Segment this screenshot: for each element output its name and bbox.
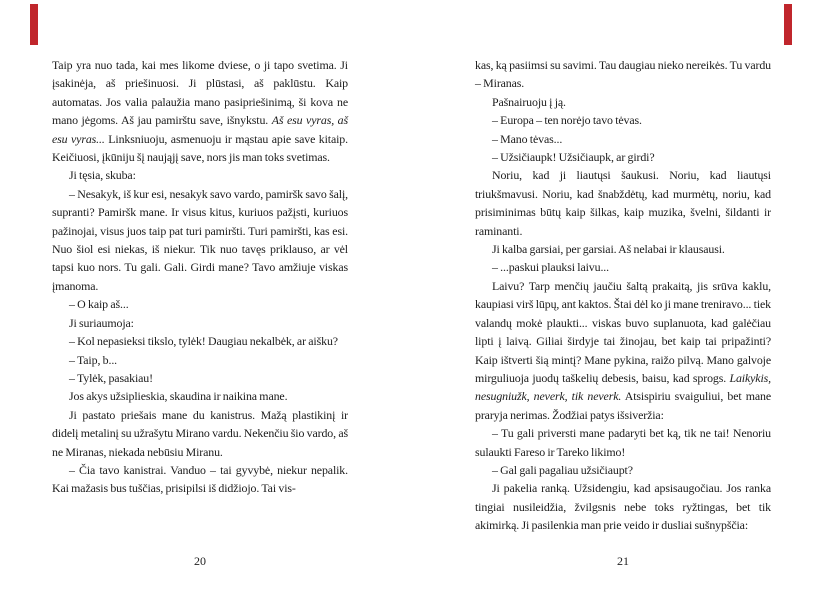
paragraph bbox=[475, 166, 771, 240]
text-segment: – Kol nepasieksi tikslo, tylėk! Daugiau nekalbėk, ar aišku? bbox=[69, 334, 338, 349]
text-segment: Ji pastato priešais mane du kanistrus. Mažą plastikinį ir didelį metalinį su užrašytu Mirano vardu. Nekenčiu šio vardo, aš ne Miranas, niekada nebūsiu Miranu. bbox=[52, 407, 348, 459]
paragraph bbox=[52, 332, 348, 350]
text-segment: Taip yra nuo tada, kai mes likome dviese, o ji tapo svetima. Ji įsakinėja, aš priešinuosi. Ji plūstasi, aš paklūstu. Kaip automatas. Jos valia palaužia mano pasipriešinimą, ši kova ne mano jėgoms. Aš jau pamirštu save, išnykstu. bbox=[52, 58, 348, 128]
text-segment: kas, ką pasiimsi su savimi. Tau daugiau nieko nereikės. Tu vardu – Miranas. bbox=[475, 58, 771, 91]
paragraph bbox=[52, 56, 348, 166]
paragraph bbox=[52, 387, 348, 405]
italic-text-segment: Laikykis, nesugniužk, neverk, tik neverk. bbox=[475, 370, 771, 404]
page-number-left: 20 bbox=[194, 554, 206, 568]
text-segment: Linksniuoju, asmenuoju ir mąstau apie save kitaip. Keičiuosi, įkūniju šį naująjį save, nors jis man toks svetimas. bbox=[52, 131, 348, 165]
paragraph bbox=[475, 111, 771, 129]
paragraph bbox=[475, 461, 771, 479]
paragraph bbox=[52, 461, 348, 498]
paragraph bbox=[475, 56, 771, 93]
page-number-right: 21 bbox=[617, 554, 629, 568]
text-segment: Ji kalba garsiai, per garsiai. Aš nelabai ir klausausi. bbox=[492, 242, 725, 257]
page-right-text bbox=[475, 56, 771, 535]
paragraph bbox=[52, 314, 348, 332]
bookmark-ribbon-left bbox=[30, 4, 38, 45]
text-segment: – ...paskui plauksi laivu... bbox=[492, 260, 610, 275]
paragraph bbox=[475, 148, 771, 166]
text-segment: Noriu, kad ji liautųsi šaukusi. Noriu, kad liautųsi triukšmavusi. Noriu, kad šnabždėtų, kad murmėtų, noriu, kad prisiminimas būtų kaip šilkas, kaip muzika, švelni, šildanti ir raminanti. bbox=[475, 168, 771, 238]
paragraph bbox=[52, 185, 348, 295]
paragraph bbox=[52, 295, 348, 313]
paragraph bbox=[52, 369, 348, 387]
text-segment: Ji suriaumoja: bbox=[69, 315, 134, 330]
text-segment: Atsispiriu svaiguliui, bet mane praryja nerimas. Žodžiai patys išsiveržia: bbox=[475, 389, 771, 422]
paragraph bbox=[475, 240, 771, 258]
paragraph bbox=[52, 351, 348, 369]
text-segment: – Gal gali pagaliau užsičiaupt? bbox=[492, 462, 633, 477]
text-segment: – Nesakyk, iš kur esi, nesakyk savo vardo, pamiršk savo šalį, supranti? Pamiršk mane. Ir visus kitus, kuriuos pažįsti, kuriuos pažinojai, visus juos taip pat turi pamiršti. Turi pamiršti, kas esi. Nuo šiol esi niekas, iš niekur. Tik nuo tavęs priklauso, ar vėl tapsi kuo nors. Tu gali. Gali. Girdi mane? Tavo amžiuje viskas įmanoma. bbox=[52, 186, 348, 293]
paragraph bbox=[52, 166, 348, 184]
text-segment: Ji tęsia, skuba: bbox=[69, 168, 136, 183]
paragraph bbox=[475, 93, 771, 111]
text-segment: – Tylėk, pasakiau! bbox=[69, 370, 153, 385]
paragraph bbox=[475, 424, 771, 461]
text-segment: – Tu gali priversti mane padaryti bet ką, tik ne tai! Nenoriu sulaukti Fareso ir Tareko likimo! bbox=[475, 426, 771, 459]
text-segment: Ji pakelia ranką. Užsidengiu, kad apsisaugočiau. Jos ranka tingiai nusileidžia, žvilgsnis nebe toks ryžtingas, bet tik akimirką. Ji pasilenkia man prie veido ir dusliai sušnypščia: bbox=[475, 481, 771, 533]
paragraph bbox=[475, 130, 771, 148]
paragraph bbox=[475, 479, 771, 534]
text-segment: – Mano tėvas... bbox=[492, 131, 563, 146]
text-segment: – Užsičiaupk! Užsičiaupk, ar girdi? bbox=[492, 150, 655, 165]
text-segment: – Europa – ten norėjo tavo tėvas. bbox=[492, 113, 642, 128]
text-segment: – Taip, b... bbox=[69, 352, 118, 367]
text-segment: Pašnairuoju į ją. bbox=[492, 94, 566, 109]
text-segment: Jos akys užsiplieskia, skaudina ir naikina mane. bbox=[69, 389, 288, 404]
text-segment: – Čia tavo kanistrai. Vanduo – tai gyvybė, niekur nepalik. Kai mažasis bus tuščias, prisipilsi iš didžiojo. Tai vis- bbox=[52, 462, 348, 496]
paragraph bbox=[475, 258, 771, 276]
text-segment: Laivu? Tarp menčių jaučiu šaltą prakaitą, jis srūva kaklu, kaupiasi virš lūpų, ant kaktos. Štai dėl ko ji mane treniravo... tiek valandų mokė plaukti... viskas buvo suplanuota, kad galėčiau lipti į laivą. Giliai širdyje tai žinojau, bet kaip tai pripažinti? Kaip ištverti šią mintį? Mane pykina, raižo pilvą. Mano galvoje mirguliuoja juodų taškelių debesis, baisu, kad sprogs. bbox=[475, 278, 771, 385]
italic-text-segment: Aš esu vyras, aš esu vyras... bbox=[52, 113, 348, 146]
paragraph bbox=[52, 406, 348, 461]
paragraph bbox=[475, 277, 771, 424]
bookmark-ribbon-right bbox=[784, 4, 792, 45]
text-segment: – O kaip aš... bbox=[69, 297, 129, 312]
page-left-text bbox=[52, 56, 348, 498]
